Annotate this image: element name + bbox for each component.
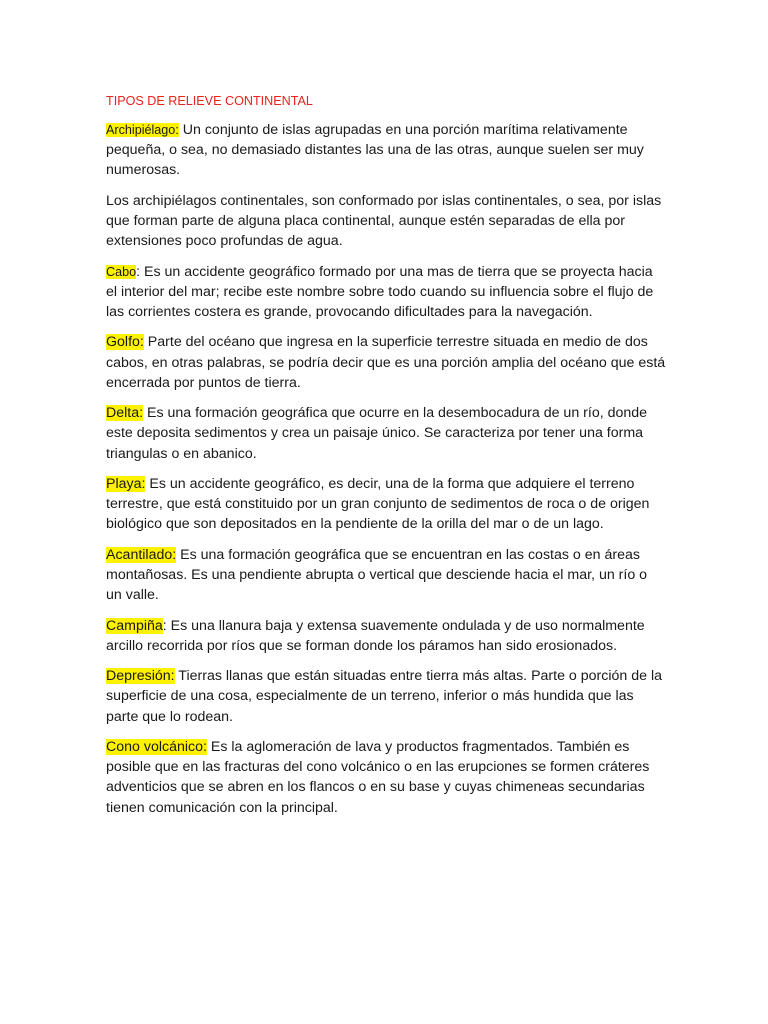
term-highlight-delta: Delta:	[106, 405, 144, 422]
document-page	[106, 92, 666, 828]
paragraph-cono-volcanico	[106, 737, 666, 818]
paragraph-golfo	[106, 332, 666, 393]
paragraph-cabo	[106, 262, 666, 323]
term-highlight-cabo: Cabo	[106, 264, 137, 279]
term-highlight-golfo: Golfo:	[106, 334, 144, 351]
paragraph-playa	[106, 474, 666, 535]
paragraph-text: : Es una llanura baja y extensa suavemente ondulada y de uso normalmente arcillo recorrida por ríos que se forman donde los páramos han sido erosionados.	[106, 617, 645, 654]
document-title: TIPOS DE RELIEVE CONTINENTAL	[106, 94, 313, 108]
paragraph-text: Tierras llanas que están situadas entre tierra más altas. Parte o porción de la superficie de una cosa, especialmente de un terreno, inferior o más hundida que las parte que lo rodean.	[106, 668, 662, 725]
term-highlight-acantilado: Acantilado:	[106, 546, 177, 563]
term-highlight-archipielago: Archipiélago:	[106, 123, 179, 137]
paragraph-campina	[106, 616, 666, 656]
paragraph-text: Es un accidente geográfico, es decir, una de la forma que adquiere el terreno terrestre, que está constituido por un gran conjunto de sedimentos de roca o de origen biológico que son depositados en la pendiente de la orilla del mar o de un lago.	[106, 475, 650, 533]
paragraph-archipielago	[106, 120, 666, 181]
paragraph-text: : Es un accidente geográfico formado por una mas de tierra que se proyecta hacia el interior del mar; recibe este nombre sobre todo cuando su influencia sobre el flujo de las corrientes costera es grande, provocando dificultades para la navegación.	[106, 263, 654, 320]
paragraph-archipielagos-continentales	[106, 191, 666, 252]
paragraph-acantilado	[106, 545, 666, 606]
paragraph-depresion	[106, 666, 666, 727]
paragraph-delta	[106, 403, 666, 464]
paragraph-text: Un conjunto de islas agrupadas en una porción marítima relativamente pequeña, o sea, no demasiado distantes las una de las otras, aunque suelen ser muy numerosas.	[106, 122, 644, 179]
paragraph-text: Los archipiélagos continentales, son conformado por islas continentales, o sea, por islas que forman parte de alguna placa continental, aunque estén separadas de ella por extensiones poco profundas de agua.	[106, 192, 662, 250]
paragraph-text: Es una formación geográfica que ocurre en la desembocadura de un río, donde este deposita sedimentos y crea un paisaje único. Se caracteriza por tener una forma triangulas o en abanico.	[106, 405, 648, 462]
paragraph-text: Es una formación geográfica que se encuentran en las costas o en áreas montañosas. Es una pendiente abrupta o vertical que desciende hacia el mar, un río o un valle.	[106, 546, 648, 604]
paragraph-text: Es la aglomeración de lava y productos fragmentados. También es posible que en las fracturas del cono volcánico o en las erupciones se formen cráteres adventicios que se abren en los flancos o en su base y cuyas chimeneas secundarias tienen comunicación con la principal.	[106, 738, 650, 816]
term-highlight-cono-volcanico: Cono volcánico:	[106, 738, 207, 755]
term-highlight-campina: Campiña	[106, 617, 163, 634]
paragraph-text: Parte del océano que ingresa en la superficie terrestre situada en medio de dos cabos, en otras palabras, se podría decir que es una porción amplia del océano que está encerrada por puntos de tierra.	[106, 334, 666, 391]
term-highlight-depresion: Depresión:	[106, 668, 175, 685]
term-highlight-playa: Playa:	[106, 475, 146, 492]
